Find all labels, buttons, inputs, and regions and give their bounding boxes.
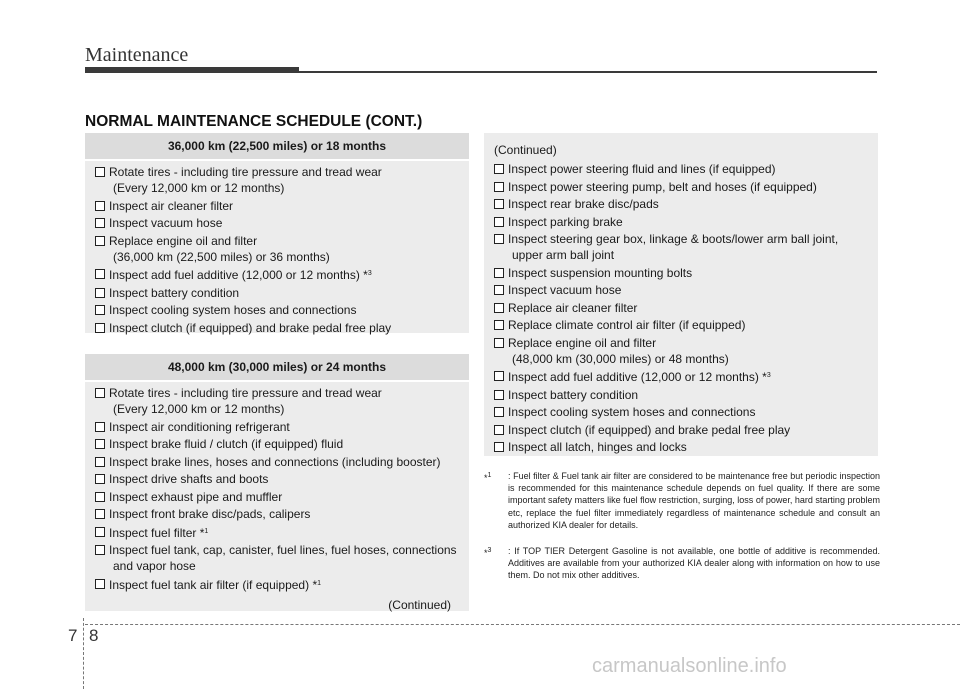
footer-divider-horizontal (85, 624, 960, 626)
schedule-panel-36000 (85, 133, 469, 333)
checkbox-icon (95, 305, 105, 315)
checklist-item: Inspect parking brake (494, 214, 868, 230)
checklist-item: Inspect power steering pump, belt and hoses (if equipped) (494, 179, 868, 195)
watermark: carmanualsonline.info (592, 655, 787, 677)
checkbox-icon (95, 269, 105, 279)
checkbox-icon (494, 182, 504, 192)
checklist-item: Inspect battery condition (494, 387, 868, 403)
checklist-item: Replace air cleaner filter (494, 300, 868, 316)
schedule-panel-48000 (85, 354, 469, 611)
checklist-item: Inspect all latch, hinges and locks (494, 439, 868, 455)
section-title: NORMAL MAINTENANCE SCHEDULE (CONT.) (85, 113, 423, 130)
checkbox-icon (95, 288, 105, 298)
checklist-item: Inspect power steering fluid and lines (if equipped) (494, 161, 868, 177)
checklist-item: Inspect clutch (if equipped) and brake pedal free play (95, 320, 459, 336)
header-rule-thin (299, 71, 877, 73)
footnote-marker: *$^3$ (484, 547, 492, 558)
panel-body (85, 382, 469, 616)
checkbox-icon (494, 338, 504, 348)
footnote-3 (484, 545, 880, 582)
checkbox-icon (494, 442, 504, 452)
panel-body (484, 133, 878, 461)
checkbox-icon (494, 164, 504, 174)
checklist-item: Inspect cooling system hoses and connections (95, 302, 459, 318)
checkbox-icon (494, 268, 504, 278)
checkbox-icon (494, 303, 504, 313)
checklist-item: Replace engine oil and filter (48,000 km (30,000 miles) or 48 months) (494, 335, 868, 367)
header-title: Maintenance (85, 44, 189, 66)
checkbox-icon (494, 425, 504, 435)
footnote-text: : Fuel filter & Fuel tank air filter are considered to be maintenance free but periodic inspection is recommended for this maintenance schedule depends on fuel quality. If there are some important safety matters like fuel flow restriction, surging, loss of power, hard starting problem etc, replace the fuel filter immediately regardless of maintenance schedule and consult an authorized KIA dealer for details. (508, 471, 880, 530)
checkbox-icon (95, 388, 105, 398)
checkbox-icon (95, 439, 105, 449)
checkbox-icon (494, 199, 504, 209)
checkbox-icon (95, 474, 105, 484)
checkbox-icon (95, 492, 105, 502)
checklist-item: Inspect battery condition (95, 285, 459, 301)
checkbox-icon (95, 545, 105, 555)
panel-heading: 36,000 km (22,500 miles) or 18 months (85, 133, 469, 161)
page-number: 8 (89, 626, 99, 645)
chapter-number: 7 (68, 626, 78, 645)
checklist-item: Rotate tires - including tire pressure and tread wear (Every 12,000 km or 12 months) (95, 385, 459, 417)
panel-heading: 48,000 km (30,000 miles) or 24 months (85, 354, 469, 382)
checklist-item: Inspect exhaust pipe and muffler (95, 489, 459, 505)
checkbox-icon (494, 407, 504, 417)
footnote-marker: *$^1$ (484, 472, 492, 483)
checklist-item: Inspect rear brake disc/pads (494, 196, 868, 212)
checklist-item: Inspect air cleaner filter (95, 198, 459, 214)
checkbox-icon (95, 422, 105, 432)
checklist-item: Inspect brake fluid / clutch (if equipped) fluid (95, 436, 459, 452)
checklist-item: Inspect fuel filter *$^1$ (95, 524, 459, 541)
checklist-item: Inspect vacuum hose (494, 282, 868, 298)
checklist-item: Inspect vacuum hose (95, 215, 459, 231)
continued-label: (Continued) (494, 143, 557, 157)
checkbox-icon (494, 285, 504, 295)
checkbox-icon (95, 579, 105, 589)
checkbox-icon (494, 217, 504, 227)
checklist-item: Inspect steering gear box, linkage & boots/lower arm ball joint, upper arm ball joint (494, 231, 868, 263)
checkbox-icon (95, 323, 105, 333)
checklist-item: Inspect add fuel additive (12,000 or 12 months) *$^3$ (494, 368, 868, 385)
footnote-text: : If TOP TIER Detergent Gasoline is not available, one bottle of additive is recommended. Additives are available from your authorized KIA dealer along with information on how to use them. Do not mix other additives. (508, 546, 880, 581)
checklist-item: Inspect front brake disc/pads, calipers (95, 506, 459, 522)
checklist-item: Inspect air conditioning refrigerant (95, 419, 459, 435)
checklist-item: Replace engine oil and filter (36,000 km (22,500 miles) or 36 months) (95, 233, 459, 265)
checkbox-icon (494, 371, 504, 381)
checkbox-icon (494, 390, 504, 400)
schedule-panel-continued (484, 133, 878, 456)
checklist-item: Inspect brake lines, hoses and connections (including booster) (95, 454, 459, 470)
checklist-item: Rotate tires - including tire pressure and tread wear (Every 12,000 km or 12 months) (95, 164, 459, 196)
checkbox-icon (95, 201, 105, 211)
checklist-item: Inspect cooling system hoses and connections (494, 404, 868, 420)
checklist-item: Inspect suspension mounting bolts (494, 265, 868, 281)
checklist-item: Inspect fuel tank, cap, canister, fuel lines, fuel hoses, connections and vapor hose (95, 542, 459, 574)
checkbox-icon (95, 527, 105, 537)
checklist-item: Inspect fuel tank air filter (if equipped) *$^1$ (95, 576, 459, 593)
checklist-item: Replace climate control air filter (if equipped) (494, 317, 868, 333)
checklist-item: Inspect drive shafts and boots (95, 471, 459, 487)
header-rule-thick (85, 67, 299, 73)
checklist-item: Inspect add fuel additive (12,000 or 12 months) *$^3$ (95, 266, 459, 283)
footer-divider-vertical (83, 618, 85, 689)
checkbox-icon (95, 457, 105, 467)
checkbox-icon (95, 218, 105, 228)
checkbox-icon (95, 236, 105, 246)
checklist-item: Inspect clutch (if equipped) and brake pedal free play (494, 422, 868, 438)
footnote-1 (484, 470, 880, 531)
checkbox-icon (494, 320, 504, 330)
checkbox-icon (95, 509, 105, 519)
panel-body (85, 161, 469, 341)
continued-label: (Continued) (388, 598, 451, 612)
checkbox-icon (494, 234, 504, 244)
checkbox-icon (95, 167, 105, 177)
